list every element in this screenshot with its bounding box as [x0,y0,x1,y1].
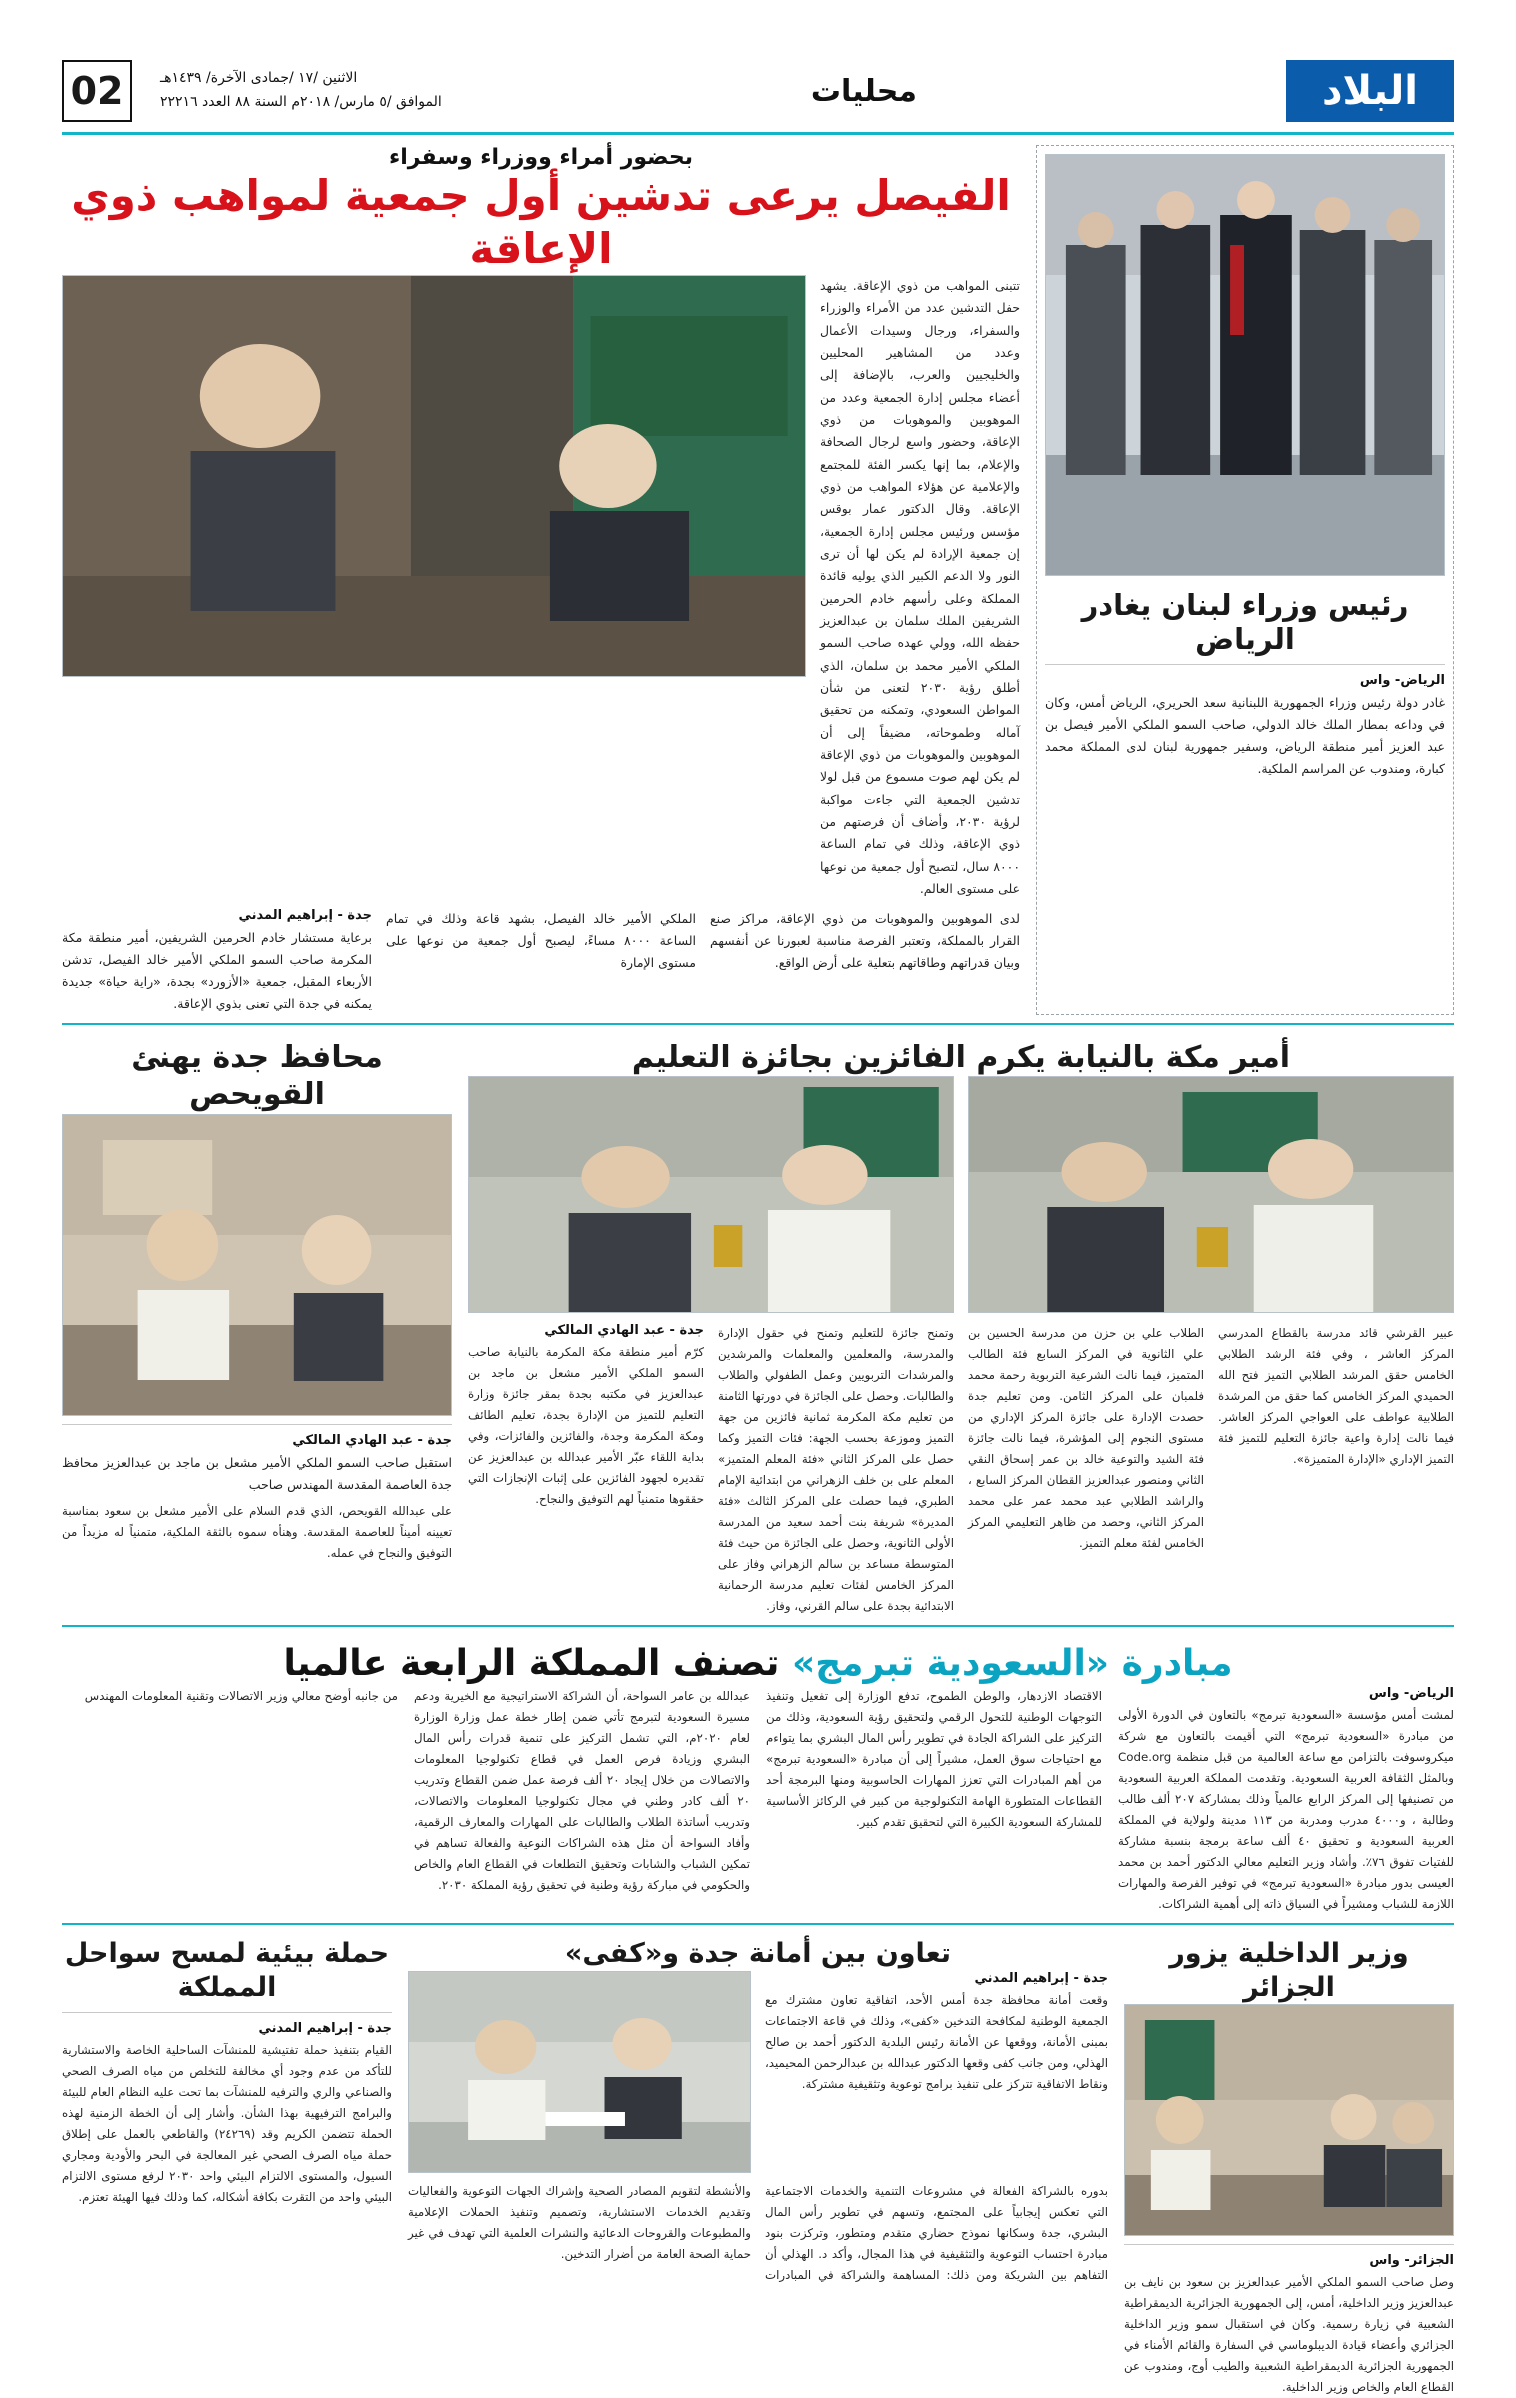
mid-band [62,1039,1454,1617]
education-award-headline: أمير مكة بالنيابة يكرم الفائزين بجائزة التعليم [631,1039,1291,1075]
award-col-3 [968,1323,1204,1617]
lead-headline: الفيصل يرعى تدشين أول جمعية لمواهب ذوي الإعاقة [71,171,1011,273]
coastal-campaign-article [62,1937,392,2398]
award-col-1-text: كرّم أمير منطقة مكة المكرمة بالنيابة صاحب السمو الملكي الأمير مشعل بن ماجد بن عبدالعزيز في مكتبه بجدة بمقر جائزة وزارة التعليم للتميز من الإدارة بجدة، تعليم الطائف ومكة المكرمة وجدة، والفائزين والفائزات، وفي بداية اللقاء عبّر الأمير عبدالله بن عبدالعزيز عن تقديره لجهود الفائزين على إثبات الإنجازات التي حققوها متمنياً لهم التوفيق والنجاح. [468,1345,704,1507]
photo-illustration [409,1972,750,2172]
newspaper-logo: البلاد [1286,60,1454,122]
lead-subcaptions [62,908,1020,1015]
lead-caption-mid [386,908,696,1015]
page-number: 02 [62,60,132,122]
lead-caption-left [710,908,1020,1015]
governor-meeting-photo [62,1114,452,1416]
award-col-2-text: وتمنح جائزة للتعليم وتمنح في حقول الإدارة والمدرسة، والمعلمين والمعلمات والمرشدين والمرشدات التربويين وعمل الطفولي والطلاب والطالبات. وحصل على الجائزة في دورتها الثامنة من تعليم مكة المكرمة ثمانية فائزين من جهة التميز وموزعة بحسب الجهة: فئات التميز وكما حصل على المركز الثاني «فئة المعلم المتميز» المعلم على بن خلف الزهراني من ابتدائية الإمام الطبري، فيما حصلت على المركز الثالث «فئة المديرة» شريفة بنت أحمد سعيد من المدرسة الأولى الثانوية، وحصل على الجائزة من حيث فئة المتوسطة مساعد بن سالم الزهراني وفاز على المركز الخامس لفئات تعليم مدرسة الرحمانية الابتدائية بجدة على سالم القرني، وفاز. [718,1326,954,1613]
dateline-hijri: الاثنين /١٧ /جمادى الآخرة/ ١٤٣٩هـ [160,70,358,87]
interior-minister-headline: وزير الداخلية يزور الجزائر [1169,1937,1409,2003]
initiative-col-3 [766,1686,1102,1915]
interior-minister-article [1124,1937,1454,2398]
initiative-headline-part1: مبادرة «السعودية تبرمج» [791,1642,1233,1684]
jeddah-kafa-top [408,1971,1108,2173]
section-divider-3 [62,1923,1454,1925]
photo-illustration [63,276,805,676]
award-credit: جدة - عبد الهادي المالكي [544,1323,704,1339]
initiative-article [62,1641,1454,1915]
side-article-headline: رئيس وزراء لبنان يغادر الرياض [1081,588,1409,656]
side-article-credit: الرياض- واس [1359,673,1445,688]
lebanon-pm-photo [1045,154,1445,576]
award-photo-2 [468,1076,954,1313]
divider [62,1424,452,1425]
education-award-photos [468,1076,1454,1313]
jeddah-kafa-article [408,1937,1108,2398]
jeddah-kafa-text-wrap [765,1971,1108,2173]
governor-congrats-article [62,1039,452,1617]
governor-credit: جدة - عبد الهادي المالكي [292,1432,452,1448]
photo-illustration [1125,2005,1453,2235]
initiative-col-3-text: الاقتصاد الازدهار، والوطن الطموح، تدفع الوزارة إلى تفعيل وتنفيذ التوجهات الوطنية للتحول الرقمي ولتحقيق رؤية السعودية، وذلك من التركيز على الشراكة الجادة في تطوير رأس المال البشري بما يتواءم مع احتياجات سوق العمل، مشيراً إلى أن مبادرة «السعودية تبرمج» من أهم المبادرات التي تعزز المهارات الحاسوبية ومنها البرمجة أحد القطاعات المتطورة الهامة التكنولوجية من كبير في الركائز الأساسية للمشاركة السعودية الكبيرة التي لتحقيق تقدم كبير. [766,1688,1102,1829]
initiative-col-4 [1118,1686,1454,1915]
initiative-headline-part2: تصنف المملكة الرابعة عالميا [283,1642,780,1684]
lead-side-article [1036,145,1454,1015]
interior-minister-credit: الجزائر- واس [1369,2253,1454,2269]
lead-caption-text-2: لدى الموهوبين والموهوبات من ذوي الإعاقة، مراكز صنع القرار بالمملكة، وتعتبر الفرصة مناسبة لعبورنا عن أنفسهم وبيان قدراتهم وطاقاتهم بتعلية على أرض الواقع. [710,911,1020,970]
masthead-right [62,60,442,122]
award-col-2 [718,1323,954,1617]
lead-body [62,275,1020,900]
award-col-1 [468,1323,704,1617]
jeddah-kafa-body-2: بدوره بالشراكة الفعالة في مشروعات التنمية والخدمات الاجتماعية التي تعكس إيجابياً على المجتمع، وتسهم في تطوير رأس المال البشري، جدة وسكانها نموذج حضاري متقدم ومتطور، وتركزت بنود مبادرة احتساب التوعوية والتثقيفية في هذا المجال، وأكد د. الهذلي أن التفاهم بين الشريكة ومن ذلك: المساهمة والشراكة في المبادرات والأنشطة لتقويم المصادر الصحية وإشراك الجهات التوعوية والفعاليات وتقديم الخدمات الاستشارية، وتصميم وتنفيذ الحملات الإعلامية والمطبوعات والقروحات الدعائية والنشرات العلمية التي تهدف في غير حماية الصحة العامة من أضرار التدخين. [408,2183,1108,2282]
initiative-credit: الرياض- واس [1368,1685,1454,1701]
award-col-4 [1218,1323,1454,1617]
lead-story [62,145,1454,1015]
prince-meeting-photo [62,275,806,677]
lead-text-column: تتبنى المواهب من ذوي الإعاقة. يشهد حفل التدشين عدد من الأمراء والوزراء والسفراء، ورجال وسيدات الأعمال وعدد من المشاهير المحليين والخليجيين والعرب، بالإضافة إلى أعضاء مجلس إدارة الجمعية وعدد من الموهوبين والموهوبات من ذوي الإعاقة، وحضور واسع لرجال الصحافة والإعلام، بما إنها يكسر الفئة للمجتمع والإعلامية عن هؤلاء المواهب من ذوي الإعاقة. وقال الدكتور عمار بوقس مؤسس ورئيس مجلس إدارة الجمعية، إن جمعية الإرادة لم يكن لها أن ترى النور ولا الدعم الكبير الذي يوليه قائدة المملكة وعلى رأسهم خادم الحرمين الشريفين الملك سلمان بن عبدالعزيز حفظه الله، وولي عهده صاحب السمو الملكي الأمير محمد بن سلمان، الذي أطلق رؤية ٢٠٣٠ لتعنى من شأن المواطن السعودي، وتمكنه من تحقيق آماله وطموحاته، مضيفاً إلى أن الموهوبين والموهوبات من ذوي الإعاقة لم يكن لهم صوت مسموع من قبل لولا تدشين الجمعية التي جاءت مواكبة لرؤية ٢٠٣٠، وأضاف أن فرصتهم من ذوي الإعاقة، وذلك في تمام الساعة ٨٠٠٠ سال، لتصبح أول جمعية من نوعها على مستوى العالم. [820,278,1020,896]
education-award-article [468,1039,1454,1617]
initiative-columns [62,1686,1454,1915]
divider [62,2012,392,2013]
jeddah-kafa-credit: جدة - إبراهيم المدني [974,1970,1108,1986]
initiative-col-2 [414,1686,750,1915]
lead-photo-wrap [62,275,806,900]
coastal-campaign-credit: جدة - إبراهيم المدني [258,2021,392,2037]
divider [1045,664,1445,665]
photo-illustration [469,1077,953,1312]
bottom-band [62,1937,1454,2398]
coastal-campaign-body: القيام بتنفيذ حملة تفتيشية للمنشآت الساحلية الخاصة والاستشارية للتأكد من عدم وجود أي مخالفة للتخلص من مياه الصرف الصحي والصناعي والري والترفيه للمنشآت بما تحت عليه النظام العام للبيئة والبرامج الترفيهية بهذا الشأن. وأشار إلى أن الخطة الزمنية لهذه الحملة تتضمن الكريم وقد (٢٤٢٦٩) والقاطعي بالعمل على إطلاق حملة مياه الصرف الصحي غير المعالجة في البحر والأودية ومجاري السيول، والمستوى الالتزام البيئي واحد ٢٠٣٠ لرفع مستوى الالتزام البيئي واحد من التقرت بكافة أشكاله، كما وذلك فيها الهيئة تعتزم. [62,2043,392,2205]
education-award-columns [468,1323,1454,1617]
signing-ceremony-photo [408,1971,751,2173]
section-title: محليات [810,73,917,109]
initiative-col-4-text: لمشت أمس مؤسسة «السعودية تبرمج» بالتعاون في الدورة الأولى من مبادرة «السعودية تبرمج» التي أقيمت بالتعاون مع شركة ميكروسوفت بالتزامن مع ساعة العالمية من قبل منظمة Code.org وبالمثل الثقافة العربية السعودية. وتقدمت المملكة العربية السعودية من تصنيفها إلى المركز الرابع عالمياً وذلك بمشاركة ٢٠٧ ألف طالب وطالبة ، و٤٠٠٠ مدرب ومدربة من ١١٣ مدينة ولولاية في المملكة العربية السعودية و تحقيق ٤٠ ألف ساعة برمجة بنسبة مشاركة للفتيات تفوق ٧٦٪. وأشاد وزير التعليم معالي الدكتور أحمد بن محمد العيسى بدور مبادرة «السعودية تبرمج» في توفير الفرصة والمهارات اللازمة للشباب ومشيراً في السياق ذاته إلى أهمية الشراكات. [1118,1707,1454,1911]
lead-kicker: بحضور أمراء ووزراء وسفراء [389,145,693,170]
award-col-3-text: الطلاب علي بن حزن من مدرسة الحسين بن علي الثانوية في المركز السابع فئة الطالب المتميز، فيما نالت الشرعية التربوية رحمة محمد فلمبان على المركز الثامن. ومن تعليم جدة حصدت الإدارة على جائزة المركز الإداري من مستوى النجوم إلى المؤشرة، فيما نالت جائزة فئة الشيد والتوعية خالد بن عمر إسحاق النقي الثاني ومنصور عبدالعزيز القطان المركز السابع ، والراشد الطلابي عبد محمد عمر على محمد المركز الثاني، وحصد من ظاهر التعليمي المركز الخامس لفئة معلم التميز. [968,1326,1204,1551]
lead-main [62,145,1020,1015]
masthead [62,60,1454,135]
governor-congrats-headline: محافظ جدة يهنئ القويحص [131,1039,383,1113]
jeddah-kafa-body-1: وقعت أمانة محافظة جدة أمس الأحد، اتفاقية تعاون مشترك مع الجمعية الوطنية لمكافحة التدخين «كفى»، وذلك في قاعة الاجتماعات بمبنى الأمانة، ووقعها عن الأمانة رئيس البلدية الدكتور أحمد بن صالح الهذلي، ومن جانب كفى وقعها الدكتور عبدالله بن عبدالرحمن المحيميد، ونقاط الاتفاقية تتركز على تنفيذ برامج توعوية وتثقيفية مشتركة. [765,1992,1108,2091]
interior-minister-photo [1124,2004,1454,2236]
lead-credit: جدة - إبراهيم المدني [238,908,372,924]
photo-illustration [969,1077,1453,1312]
divider [1124,2244,1454,2245]
coastal-campaign-headline: حملة بيئية لمسح سواحل المملكة [64,1937,390,2003]
lead-caption-text-1: الملكي الأمير خالد الفيصل، بشهد قاعة وذلك في تمام الساعة ٨٠٠٠ مساءً، ليصبح أول جمعية من نوعها على مستوى الإمارة [386,911,696,970]
award-photo-1 [968,1076,1454,1313]
interior-minister-body: وصل صاحب السمو الملكي الأمير عبدالعزيز بن سعود بن نايف بن عبدالعزيز وزير الداخلية، أمس، إلى الجمهورية الجزائرية الديمقراطية الشعبية في زيارة رسمية. وكان في استقبال سمو وزير الداخلية الجزائري وأعضاء قيادة الديبلوماسي في السفارة والقائم الأمناء في الجمهورية الجزائرية الديمقراطية الشعبية والطيب أوج، ومندوب عن القطاع العام والخاص وزير الداخلية. [1124,2275,1454,2395]
section-divider-2 [62,1625,1454,1627]
jeddah-kafa-photo-wrap [408,1971,751,2173]
dateline-gregorian: الموافق /٥ مارس/ ٢٠١٨م السنة ٨٨ العدد ٢٢٢١٦ [160,94,442,110]
initiative-col-1 [62,1686,398,1915]
jeddah-kafa-headline: تعاون بين أمانة جدة و«كفى» [564,1937,952,1969]
section-divider-1 [62,1023,1454,1025]
award-col-4-text: عبير القرشي قائد مدرسة بالقطاع المدرسي المركز العاشر ، وفي فئة الرشد الطلابي الخامس حقق المرشد الطلابي التميز فتح الله الحميدي المركز الخامس كما حقق من المرشدة الطلابية عواطف على العواجي المركز العاشر. فيما نالت إدارة واعية جائزة التعليم للتميز فئة التميز الإداري «الإدارة المتميزة». [1218,1326,1454,1467]
photo-illustration [1046,155,1444,575]
side-article-caption: غادر دولة رئيس وزراء الجمهورية اللبنانية سعد الحريري، الرياض أمس، وكان في وداعه بمطار الملك خالد الدولي، صاحب السمو الملكي الأمير فيصل بن عبد العزيز أمير منطقة الرياض، وسفير جمهورية لبنان لدى المملكة محمد كبارة، ومندوب عن المراسم الملكية. [1045,695,1445,776]
lead-caption-right [62,908,372,1015]
photo-illustration [63,1115,451,1415]
initiative-headline [62,1641,1454,1686]
governor-caption: استقبل صاحب السمو الملكي الأمير مشعل بن ماجد بن عبدالعزيز محافظ جدة العاصمة المقدسة المهندس صاحب [62,1454,452,1492]
lead-caption-text-3: برعاية مستشار خادم الحرمين الشريفين، أمير منطقة مكة المكرمة صاحب السمو الملكي الأمير خالد الفيصل، تدشن الأربعاء المقبل، جمعية «الأزورد» بجدة، «راية حياة» جديدة يمكنه في جدة التي تعنى بذوي الإعاقة. [62,930,372,1011]
initiative-col-1-text: من جانبه أوضح معالي وزير الاتصالات وتقنية المعلومات المهندس [84,1688,398,1703]
initiative-col-2-text: عبدالله بن عامر السواحة، أن الشراكة الاستراتيجية مع الخيرية ودعم مسيرة السعودية لتبرمج تأتي ضمن إطار خطة عمل وزارة الوزارة لعام ٢٠٢٠م، التي تشمل التركيز على تنمية قدرات رأس المال البشري وزيادة فرص العمل في قطاع تكنولوجيا المعلومات والاتصالات من خلال إيجاد ٢٠ ألف فرصة عمل ضمن القطاع وتدريب ٢٠ ألف كادر وطني في مجال تكنولوجيا المعلومات والاتصالات، وتدريب أساتذة الطلاب والطالبات على المهارات والمعارف الرقمية، وأفاد السواحة أن مثل هذه الشراكات النوعية والفعالة تساهم في تمكين الشباب والشابات وتحقيق التطلعات في القطاع العام والخاص والحكومي في مباركة رؤية وطنية في تحقيق رؤية المملكة ٢٠٣٠. [414,1688,751,1892]
dateline [160,67,442,115]
governor-body: على عبدالله القويحص، الذي قدم السلام على الأمير مشعل بن سعود بمناسبة تعيينه أميناً للعاصمة المقدسة. وهنأه سموه بالثقة الملكية، متمنياً له مزيداً من التوفيق والنجاح في عمله. [62,1504,452,1561]
